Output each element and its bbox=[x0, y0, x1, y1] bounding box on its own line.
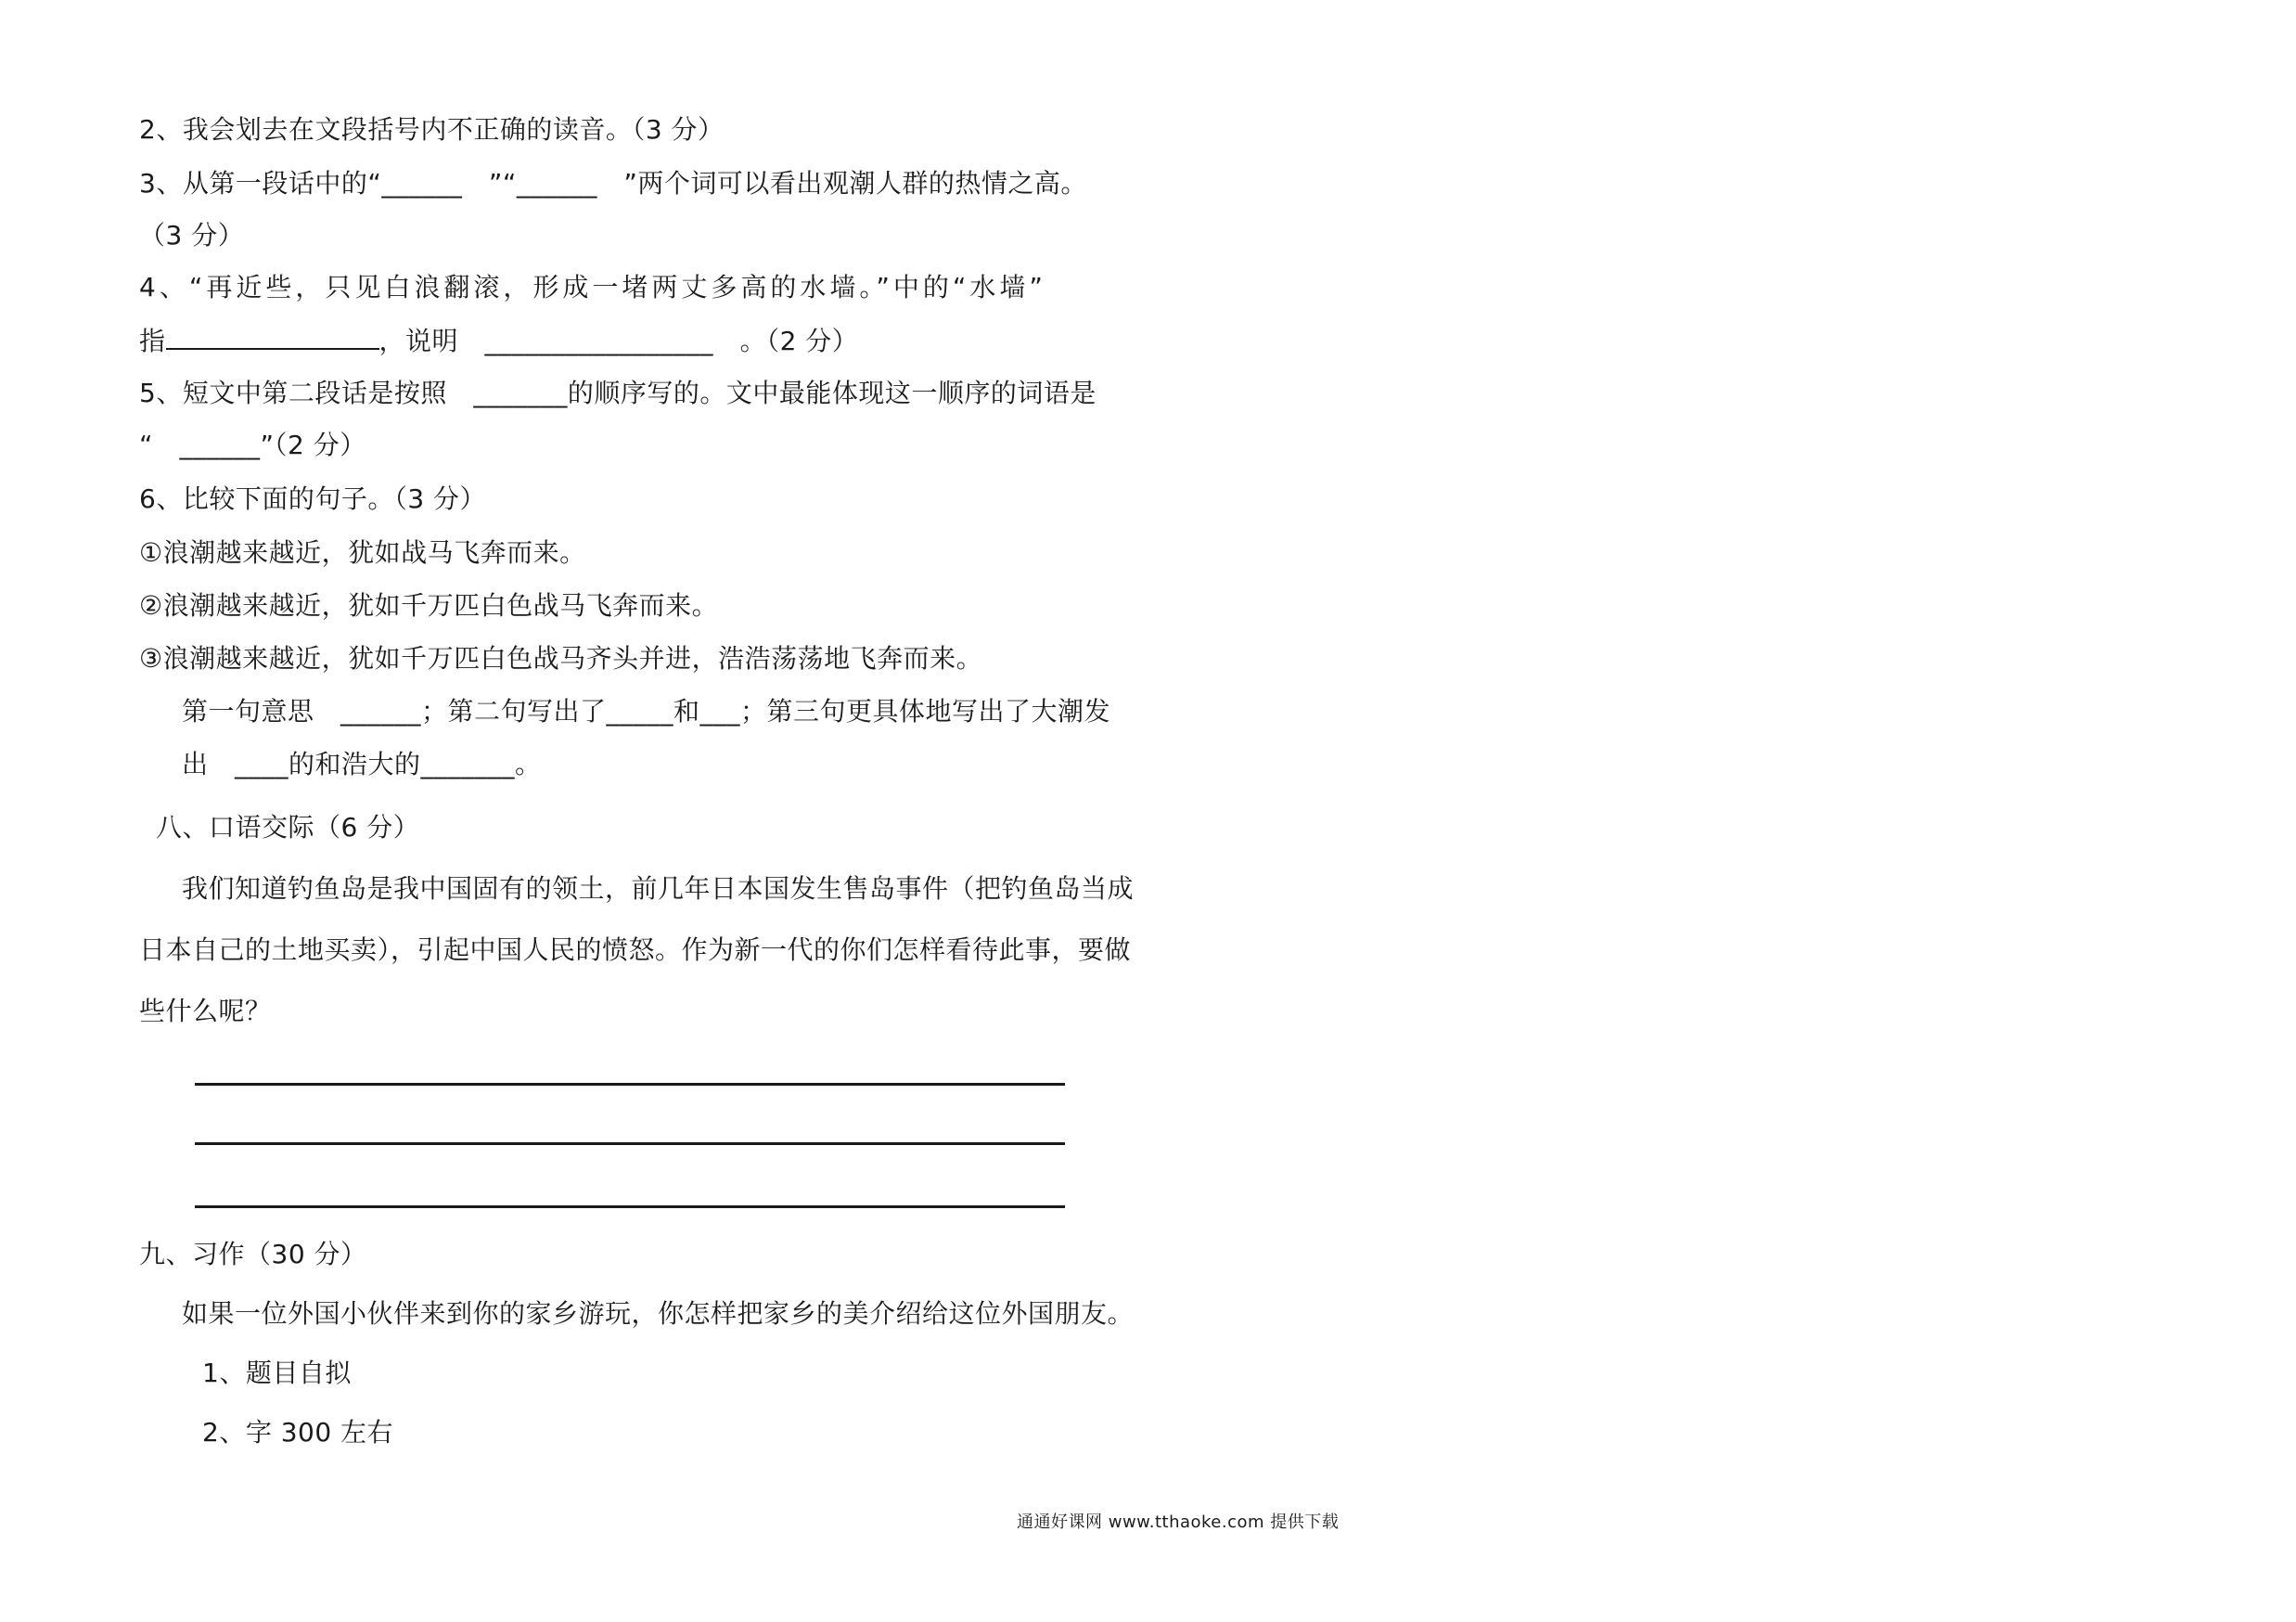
question-5-line-1: 5、短文中第二段话是按照 _______的顺序写的。文中最能体现这一顺序的词语是 bbox=[139, 378, 1097, 408]
answer-line[interactable] bbox=[195, 1142, 1065, 1145]
sentence-3: ③浪潮越来越近，犹如千万匹白色战马齐头并进，浩浩荡荡地飞奔而来。 bbox=[139, 643, 983, 674]
question-4-line-2 bbox=[139, 324, 858, 358]
question-4-line-1: 4、“再近些，只见白浪翻滚，形成一堵两丈多高的水墙。”中的“水墙” bbox=[139, 272, 1046, 303]
section-9-requirement-2: 2、字 300 左右 bbox=[202, 1417, 394, 1448]
sentence-2: ②浪潮越来越近，犹如千万匹白色战马飞奔而来。 bbox=[139, 590, 719, 621]
question-6-answer-line-2: 出 ____的和浩大的_______。 bbox=[182, 749, 542, 779]
question-3-line-1: 3、从第一段话中的“______ ”“______ ”两个词可以看出观潮人群的热情之高。 bbox=[139, 168, 1087, 199]
question-2: 2、我会划去在文段括号内不正确的读音。（3 分） bbox=[139, 114, 725, 145]
footer-source: 通通好课网 www.tthaoke.com 提供下载 bbox=[1017, 1513, 1340, 1532]
section-8-paragraph-line-3: 些什么呢？ bbox=[139, 996, 272, 1026]
answer-line[interactable] bbox=[195, 1205, 1065, 1208]
question-5-line-2: “ ______”（2 分） bbox=[139, 430, 366, 460]
section-9-requirement-1: 1、题目自拟 bbox=[202, 1358, 352, 1388]
section-9-heading: 九、习作（30 分） bbox=[139, 1239, 367, 1269]
section-8-heading: 八、口语交际（6 分） bbox=[156, 812, 420, 843]
section-9-prompt: 如果一位外国小伙伴来到你的家乡游玩，你怎样把家乡的美介绍给这位外国朋友。 bbox=[182, 1298, 1135, 1329]
answer-blank[interactable] bbox=[166, 324, 379, 350]
question-4-blank: _________________ bbox=[484, 326, 714, 356]
question-6: 6、比较下面的句子。（3 分） bbox=[139, 483, 487, 514]
sentence-1: ①浪潮越来越近，犹如战马飞奔而来。 bbox=[139, 537, 586, 568]
answer-line[interactable] bbox=[195, 1083, 1065, 1086]
question-6-answer-line-1: 第一句意思 ______；第二句写出了_____和___；第三句更具体地写出了大潮发 bbox=[182, 696, 1111, 727]
question-4-suffix: 。（2 分） bbox=[739, 326, 859, 356]
section-8-paragraph-line-2: 日本自己的土地买卖），引起中国人民的愤怒。作为新一代的你们怎样看待此事，要做 bbox=[139, 934, 1132, 965]
section-8-paragraph-line-1: 我们知道钓鱼岛是我中国固有的领土，前几年日本国发生售岛事件（把钓鱼岛当成 bbox=[182, 873, 1135, 904]
question-4-prefix: 指 bbox=[139, 326, 166, 356]
question-3-line-2: （3 分） bbox=[139, 220, 245, 251]
question-4-mid: ，说明 bbox=[378, 326, 459, 356]
